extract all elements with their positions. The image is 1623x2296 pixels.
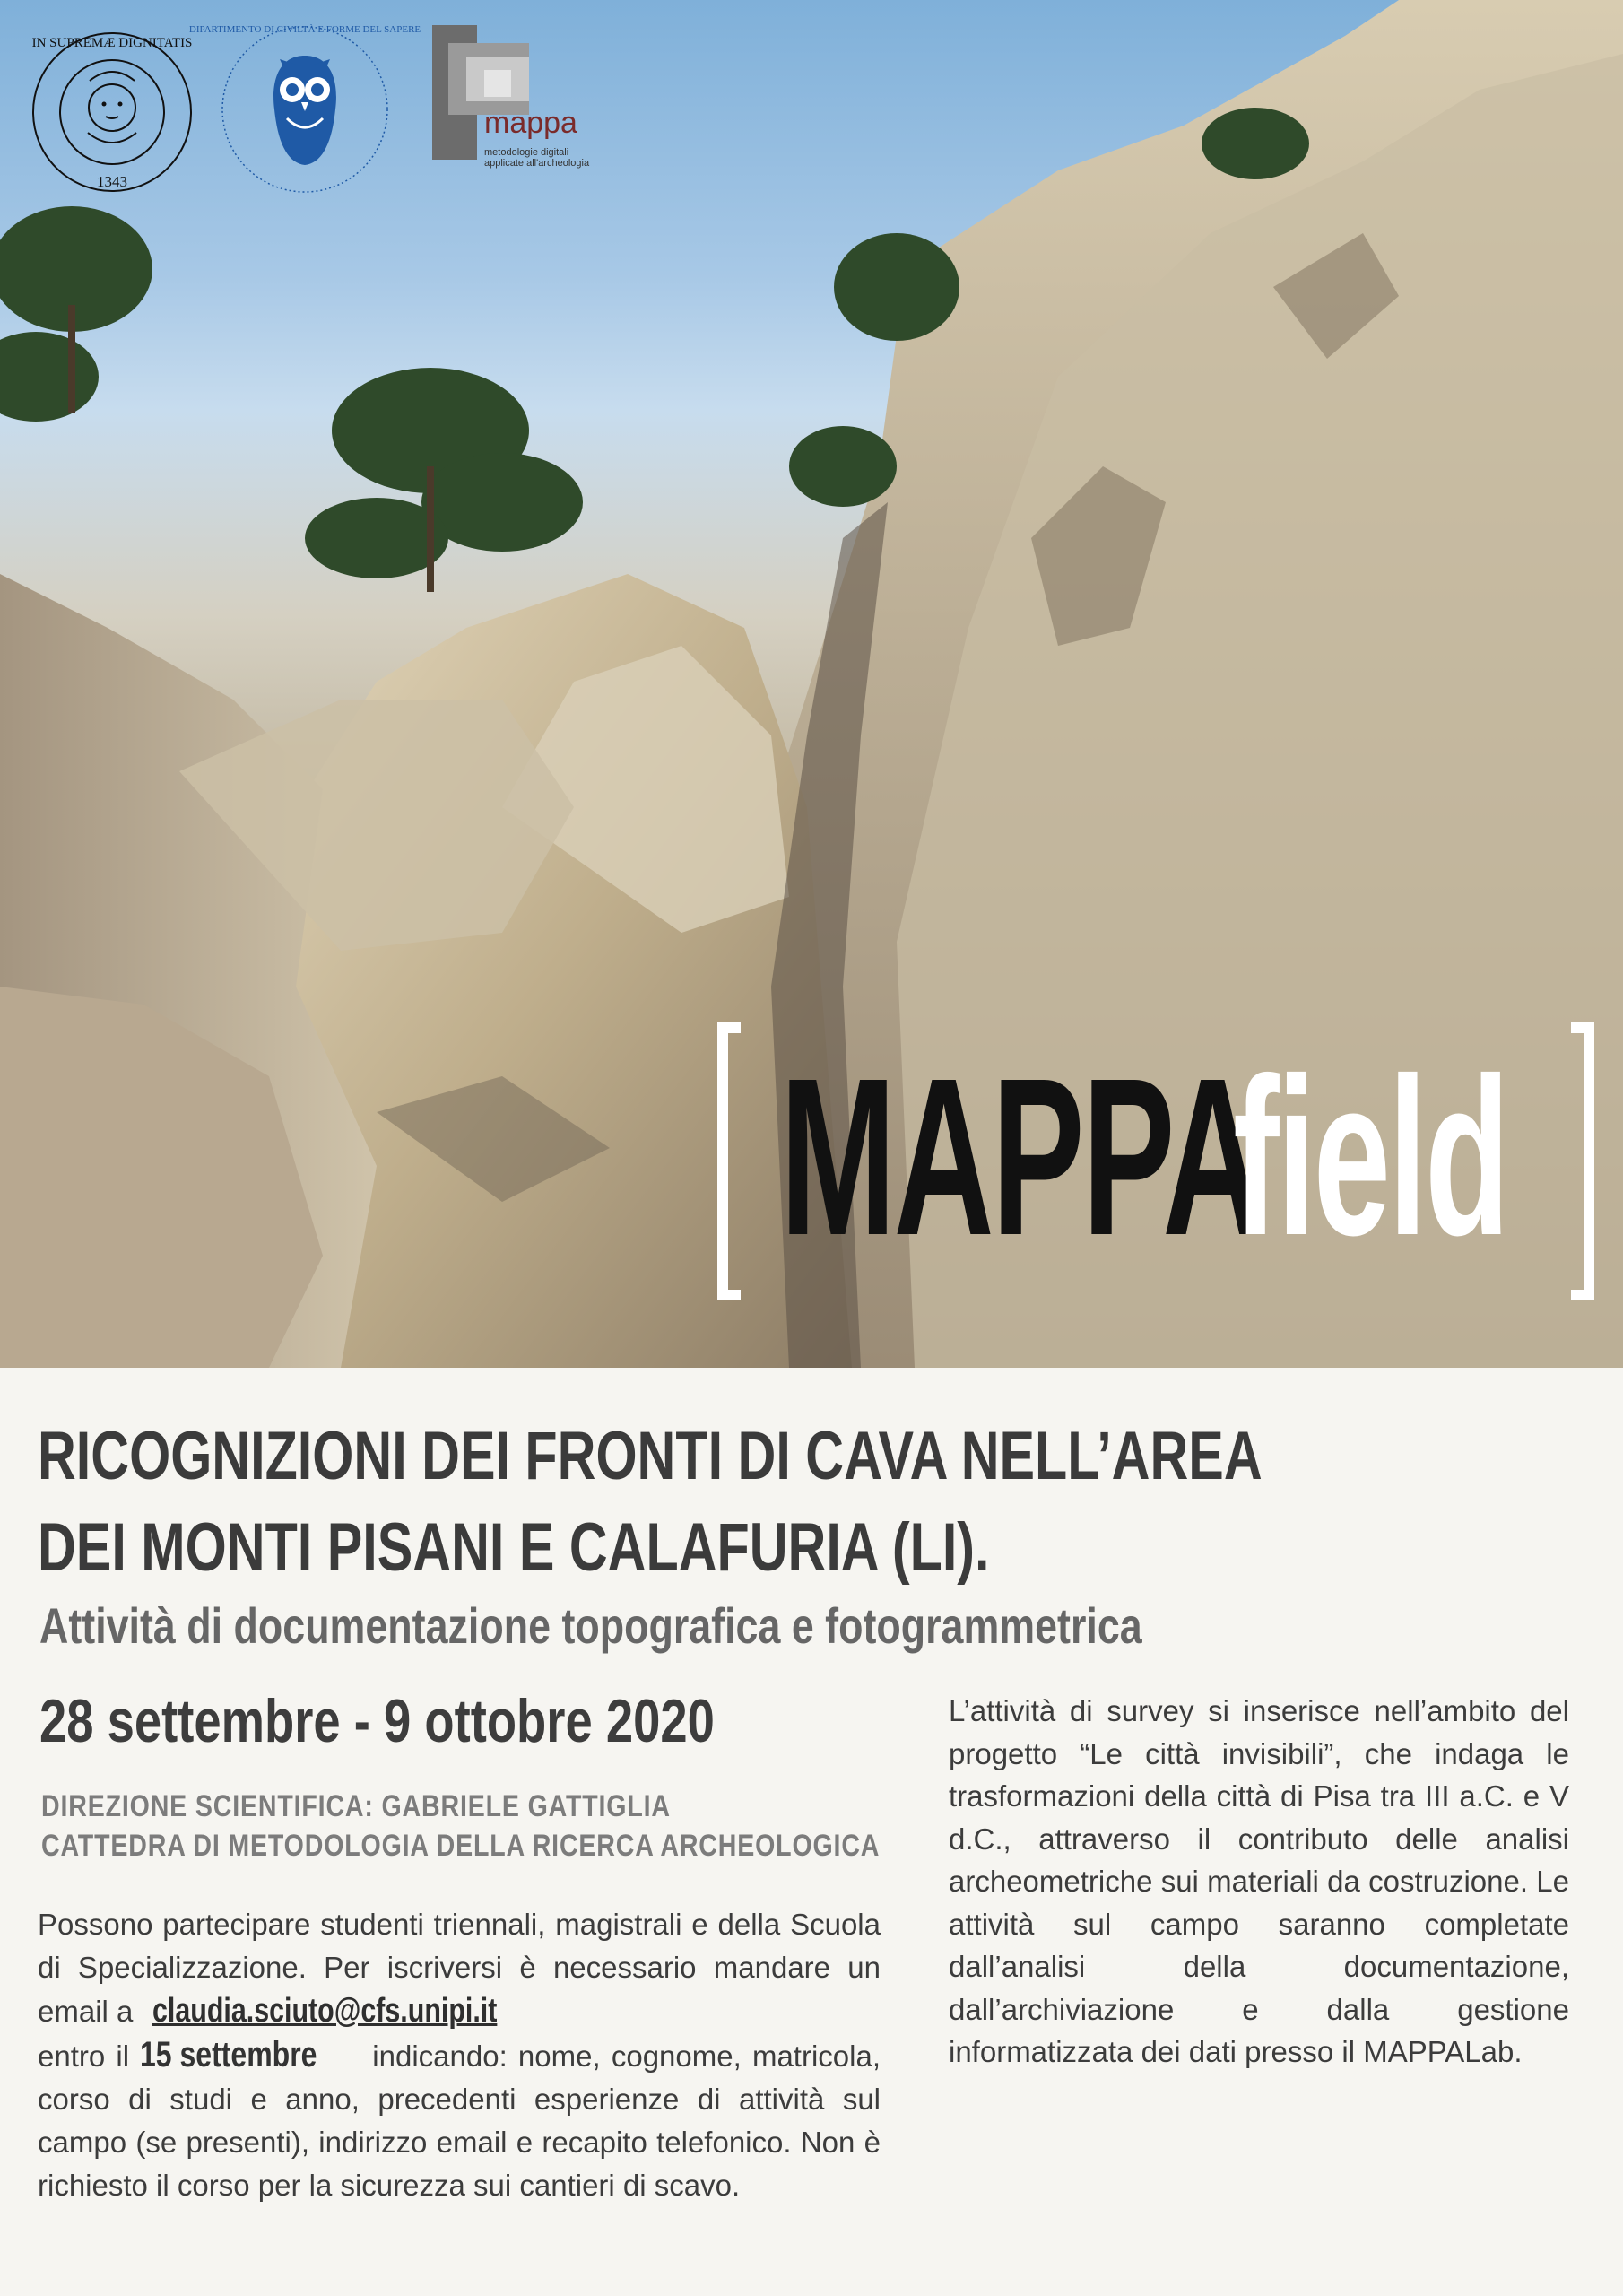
seal-year: 1343 [97, 173, 127, 190]
chair-name: CATTEDRA DI METODOLOGIA DELLA RICERCA ARCHEOLOGICA [41, 1829, 881, 1863]
department-ring-text: DIPARTIMENTO DI CIVILTÀ E FORME DEL SAPERE [188, 24, 421, 35]
university-seal-logo [27, 27, 197, 197]
registration-text-2b: indicando: nome, cognome, matricola, corso di studi e anno, precedenti esperienze di attività sul campo (se presenti), indirizzo email e recapito telefonico. Non è richiesto il corso per la sicurezza sui cantieri di scavo. [38, 2039, 881, 2202]
seal-ring-text: IN SUPREMÆ DIGNITATIS [31, 36, 193, 50]
scientific-direction: DIREZIONE SCIENTIFICA: GABRIELE GATTIGLIA [41, 1789, 671, 1823]
title-field: field [1233, 1031, 1508, 1282]
registration-info [38, 1903, 881, 2207]
event-dates: 28 settembre - 9 ottobre 2020 [39, 1687, 715, 1755]
department-owl-logo [188, 20, 421, 199]
registration-deadline: 15 settembre [140, 2035, 317, 2074]
mappa-logo-word: mappa [484, 106, 577, 140]
headline-line-1: RICOGNIZIONI DEI FRONTI DI CAVA NELL’AREA [38, 1418, 1263, 1494]
title-bracket-left [717, 1022, 741, 1300]
registration-text-2a: entro il [38, 2039, 130, 2073]
title-bracket-right [1571, 1022, 1594, 1300]
project-description: L’attività di survey si inserisce nell’ambito del progetto “Le città invisibili”, che indaga le trasformazioni della città di Pisa tra III a.C. e V d.C., attraverso il contributo delle analisi archeometriche sui materiali da costruzione. Le attività sul campo saranno completate dall’analisi della documentazione, dall’archiviazione e dalla gestione informatizzata dei dati presso il MAPPALab. [949, 1694, 1569, 2068]
contact-email-link[interactable]: claudia.sciuto@cfs.unipi.it [152, 1992, 497, 2030]
headline-subtitle: Attività di documentazione topografica e fotogrammetrica [39, 1597, 1142, 1654]
registration-text-1: Possono partecipare studenti triennali, magistrali e della Scuola di Specializzazione. Per iscriversi è necessario mandare un email a [38, 1908, 881, 2028]
title-mappa: MAPPA [780, 1031, 1261, 1282]
headline-line-2: DEI MONTI PISANI E CALAFURIA (LI). [38, 1509, 990, 1586]
mappa-logo-subtitle: metodologie digitali applicate all'archeologia [484, 147, 590, 169]
